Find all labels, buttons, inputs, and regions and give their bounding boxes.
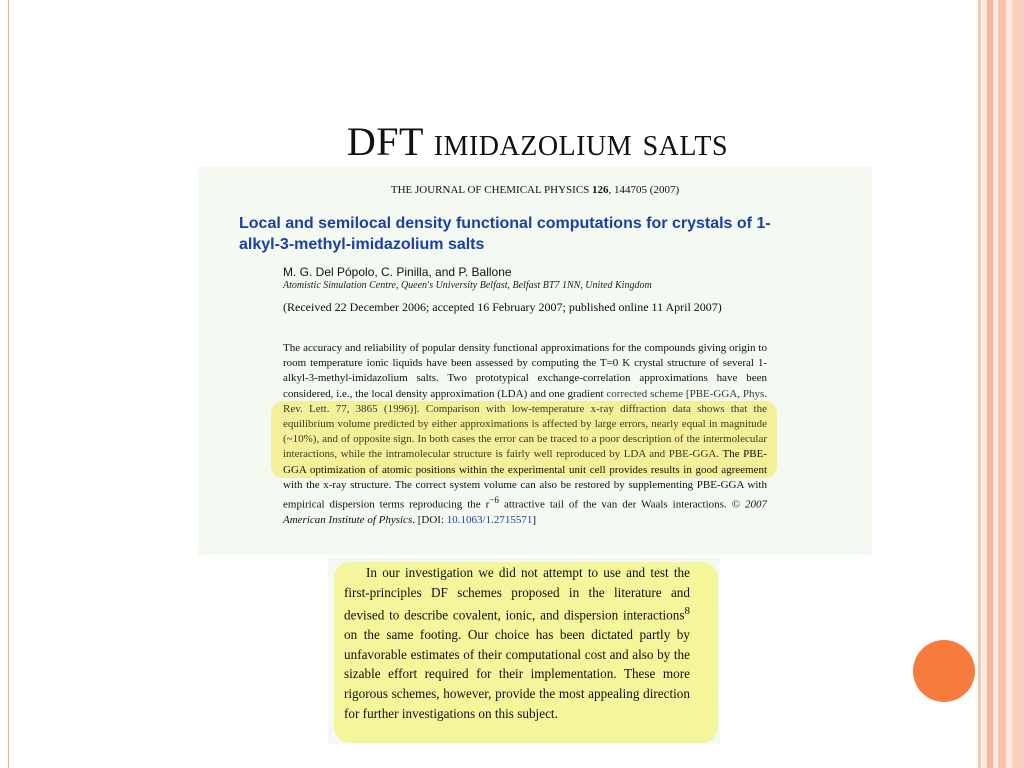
doi-prefix: . [DOI: [412, 513, 447, 526]
paper-abstract-image [198, 167, 872, 555]
copyright: © 2007 American Institute of Physics [283, 498, 767, 526]
abstract-highlighted-text: corrected scheme [PBE-GGA, Phys. Rev. Lett. 77, 3865 (1996)]. Comparison with low-temperature x-ray diffraction data shows that the equilibrium volume predicted by either approximations is affected by large errors, nearly equal in magnitude (~10%), and of opposite sign. In both cases the error can be traced to a poor description of the intermolecular interactions, while the intramolecular structure is fairly well reproduced by LDA and PBE-GGA. [283, 387, 767, 461]
decorative-orange-circle [913, 640, 975, 702]
journal-name: THE JOURNAL OF CHEMICAL PHYSICS [390, 184, 593, 196]
paper-affiliation: Atomistic Simulation Centre, Queen's University Belfast, Belfast BT7 1NN, United Kingdom [283, 280, 652, 291]
journal-header [198, 184, 872, 196]
paper-excerpt-image [328, 558, 720, 744]
abstract-text: attractive tail of the van der Waals interactions. [499, 498, 732, 511]
doi-link[interactable]: 10.1063/1.2715571 [446, 513, 533, 526]
excerpt-text-part: In our investigation we did not attempt to use and test the first-principles DF schemes proposed in the literature and devised to describe covalent, ionic, and dispersion interactions [344, 565, 690, 623]
excerpt-text-part: on the same footing. Our choice has been dictated partly by unfavorable estimates of their computational cost and also by the sizable effort required for their implementation. These more rigorous schemes, however, provide the most appealing direction for further investigations on this subject. [344, 627, 690, 721]
right-frame-stripe [1012, 0, 1024, 768]
right-frame-stripe [998, 0, 1006, 768]
excerpt-reference: 8 [684, 605, 690, 618]
paper-received-dates: (Received 22 December 2006; accepted 16 February 2007; published online 11 April 2007) [283, 300, 722, 314]
paper-title: Local and semilocal density functional computations for crystals of 1-alkyl-3-methyl-imidazolium salts [239, 215, 771, 253]
right-frame-stripe [978, 0, 981, 768]
slide-title-rest: imidazolium salts [433, 119, 729, 164]
journal-volume: 126 [592, 184, 609, 196]
doi-suffix: ] [532, 513, 536, 526]
paper-abstract [283, 341, 767, 528]
slide-title [200, 118, 875, 165]
excerpt-text [344, 563, 690, 723]
left-frame-line [8, 0, 9, 768]
paper-authors: M. G. Del Pópolo, C. Pinilla, and P. Ballone [283, 265, 512, 279]
journal-pages: , 144705 (2007) [608, 184, 680, 196]
abstract-text: The accuracy and reliability of popular density functional approximations for the compounds giving origin to room temperature ionic liquids have been assessed by computing the T=0 K crystal structure of several 1-alkyl-3-methyl-imidazolium salts. Two prototypical exchange-correlation approximations have been considered, i.e., the local density approximation (LDA) and one gradient [283, 342, 767, 400]
abstract-exponent: −6 [489, 495, 500, 506]
slide-title-dft: DFT [346, 119, 424, 164]
abstract-text: The PBE-GGA optimization of atomic positions within the experimental unit cell provides results in good agreement with the x-ray structure. The correct system volume can also be restored by supplementing PBE-GGA with empirical dispersion terms reproducing the r [283, 448, 767, 511]
